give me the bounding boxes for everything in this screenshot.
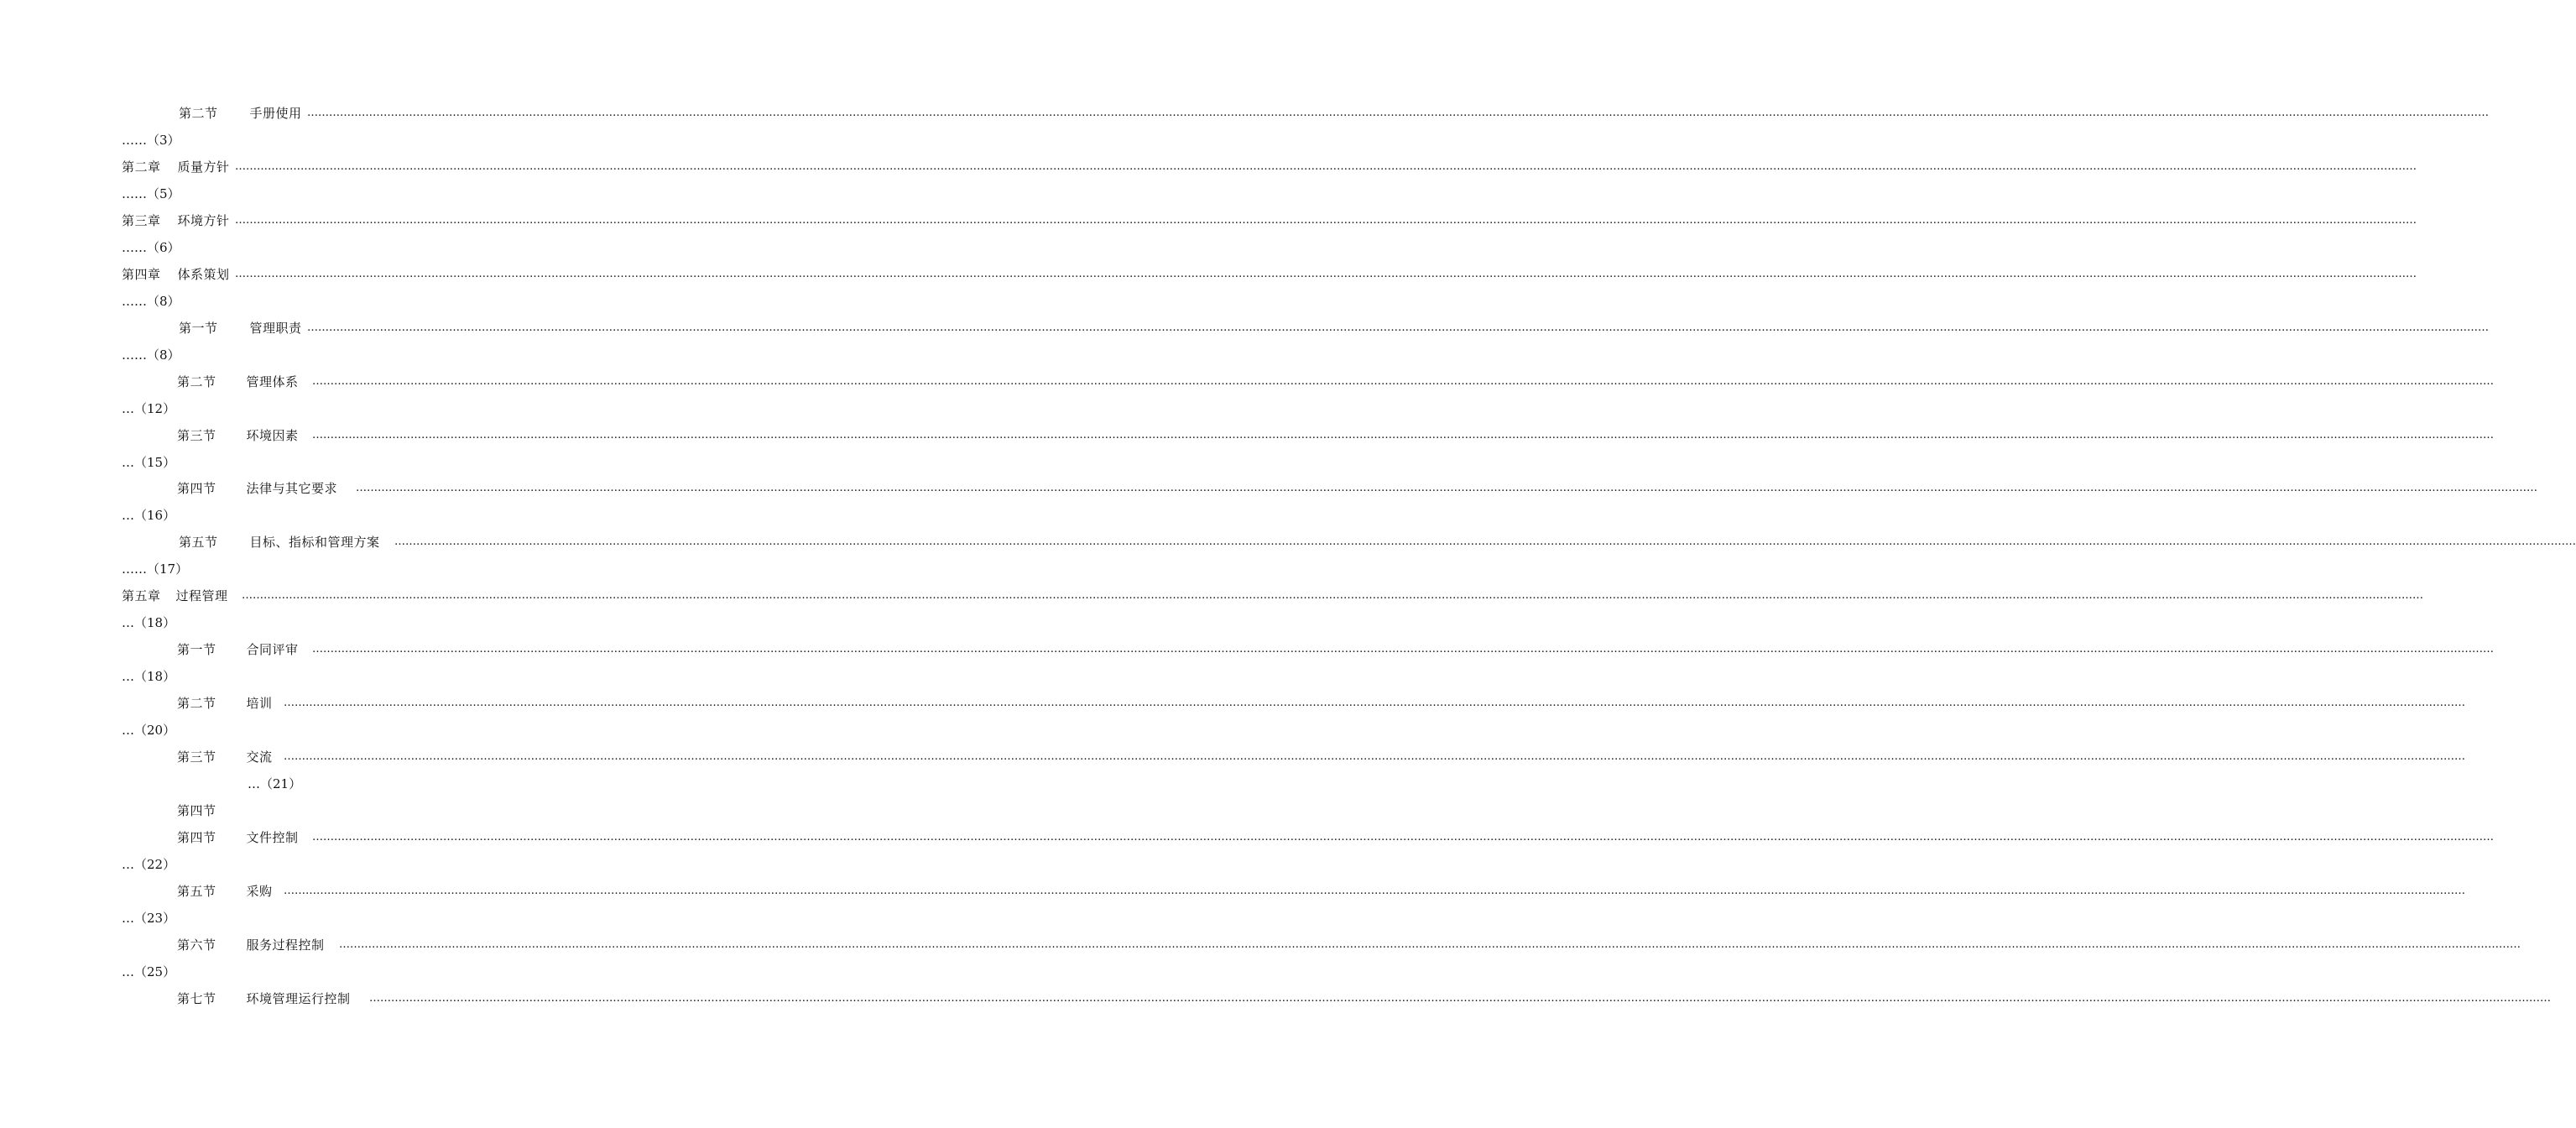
toc-entry — [177, 427, 299, 444]
toc-entry-page: …（25） — [122, 964, 176, 979]
toc-entry-title: 环境因素 — [246, 428, 299, 443]
toc-entry — [122, 212, 230, 229]
toc-entry — [122, 266, 230, 283]
dot-leader: …………………………………………………………………………………………………………………………………………………………………………………………………………………………………………………………………………………………………………………………………………………………………………………………………………………………………………………………………………………………………………………………………………………… — [284, 885, 2465, 897]
toc-entry-title: 体系策划 — [177, 267, 230, 282]
toc-entry — [122, 159, 230, 175]
toc-entry — [122, 588, 228, 604]
toc-entry-title: 环境管理运行控制 — [246, 991, 351, 1006]
dot-leader: …………………………………………………………………………………………………………………………………………………………………………………………………………………………………………………………………………………………………………………………………………………………………………………………………………………………………………………………………………………………………………………………………………………… — [235, 214, 2417, 227]
toc-entry-label: 第一节 — [177, 642, 216, 657]
toc-entry — [179, 534, 380, 551]
dot-leader: …………………………………………………………………………………………………………………………………………………………………………………………………………………………………………………………………………………………………………………………………………………………………………………………………………………………………………………………………………………………………………………………………………………… — [394, 535, 2576, 548]
toc-entry-label: 第二节 — [177, 374, 216, 389]
toc-entry-label: 第三节 — [177, 749, 216, 765]
toc-entry-page: ……（17） — [122, 561, 189, 577]
toc-entry-page: ……（5） — [122, 186, 180, 201]
toc-entry-page: …（12） — [122, 401, 176, 416]
toc-entry-title: 采购 — [246, 884, 273, 899]
dot-leader: …………………………………………………………………………………………………………………………………………………………………………………………………………………………………………………………………………………………………………………………………………………………………………………………………………………………………………………………………………………………………………………………………………………… — [312, 831, 2494, 843]
toc-entry-title: 文件控制 — [246, 830, 299, 845]
toc-entry-label: 第二章 — [122, 159, 161, 175]
dot-leader: …………………………………………………………………………………………………………………………………………………………………………………………………………………………………………………………………………………………………………………………………………………………………………………………………………………………………………………………………………………………………………………………………………………… — [312, 375, 2494, 388]
toc-entry-title: 管理体系 — [246, 374, 299, 389]
toc-entry-title: 目标、指标和管理方案 — [249, 535, 380, 550]
toc-entry-label: 第五章 — [122, 588, 161, 603]
toc-entry-label: 第二节 — [179, 106, 218, 121]
toc-entry-page: ……（8） — [122, 294, 180, 309]
toc-entry-label: 第一节 — [179, 321, 218, 336]
dot-leader: …………………………………………………………………………………………………………………………………………………………………………………………………………………………………………………………………………………………………………………………………………………………………………………………………………………………………………………………………………………………………………………………………………………… — [369, 992, 2551, 1005]
toc-entry — [177, 641, 299, 658]
toc-entry-title: 环境方针 — [177, 213, 230, 228]
toc-entry-page: …（16） — [122, 508, 176, 523]
dot-leader: …………………………………………………………………………………………………………………………………………………………………………………………………………………………………………………………………………………………………………………………………………………………………………………………………………………………………………………………………………………………………………………………………………………… — [312, 643, 2494, 655]
toc-entry-page: …（21） — [248, 776, 302, 791]
toc-entry-title: 手册使用 — [249, 106, 302, 121]
toc-entry-page: …（23） — [122, 911, 176, 926]
toc-entry-title: 法律与其它要求 — [246, 481, 338, 496]
dot-leader: …………………………………………………………………………………………………………………………………………………………………………………………………………………………………………………………………………………………………………………………………………………………………………………………………………………………………………………………………………………………………………………………………………………… — [235, 268, 2417, 280]
toc-entry — [177, 937, 325, 953]
toc-entry-page: ……（6） — [122, 240, 180, 255]
toc-entry-page: …（20） — [122, 723, 176, 738]
toc-entry-title: 交流 — [246, 749, 273, 765]
toc-entry-label: 第七节 — [177, 991, 216, 1006]
toc-entry — [179, 320, 302, 337]
dot-leader: …………………………………………………………………………………………………………………………………………………………………………………………………………………………………………………………………………………………………………………………………………………………………………………………………………………………………………………………………………………………………………………………………………………… — [307, 107, 2489, 119]
toc-entry — [177, 829, 299, 846]
toc-entry-title: 培训 — [246, 696, 273, 711]
dot-leader: …………………………………………………………………………………………………………………………………………………………………………………………………………………………………………………………………………………………………………………………………………………………………………………………………………………………………………………………………………………………………………………………………………………… — [235, 160, 2417, 173]
toc-entry-page: ……（8） — [122, 347, 180, 363]
toc-entry-title: 过程管理 — [175, 588, 228, 603]
dot-leader: …………………………………………………………………………………………………………………………………………………………………………………………………………………………………………………………………………………………………………………………………………………………………………………………………………………………………………………………………………………………………………………………………………………… — [312, 429, 2494, 441]
toc-entry-page: …（15） — [122, 455, 176, 470]
toc-entry-title: 合同评审 — [246, 642, 299, 657]
toc-entry-page: …（18） — [122, 615, 176, 630]
toc-entry-page: …（18） — [122, 669, 176, 684]
dot-leader: …………………………………………………………………………………………………………………………………………………………………………………………………………………………………………………………………………………………………………………………………………………………………………………………………………………………………………………………………………………………………………………………………………………… — [307, 321, 2489, 334]
toc-entry-label: 第三章 — [122, 213, 161, 228]
toc-entry-label: 第四节 — [177, 481, 216, 496]
toc-entry-label: 第五节 — [179, 535, 218, 550]
toc-entry-page: …（22） — [122, 857, 176, 872]
toc-entry-label: 第五节 — [177, 884, 216, 899]
toc-entry — [179, 105, 302, 122]
dot-leader: …………………………………………………………………………………………………………………………………………………………………………………………………………………………………………………………………………………………………………………………………………………………………………………………………………………………………………………………………………………………………………………………………………………… — [356, 482, 2537, 494]
dot-leader: …………………………………………………………………………………………………………………………………………………………………………………………………………………………………………………………………………………………………………………………………………………………………………………………………………………………………………………………………………………………………………………………………………………… — [284, 750, 2465, 763]
toc-entry-label: 第四节 — [177, 830, 216, 845]
toc-entry-label: 第三节 — [177, 428, 216, 443]
toc-entry — [177, 695, 273, 712]
toc-entry-page: ……（3） — [122, 133, 180, 148]
dot-leader: …………………………………………………………………………………………………………………………………………………………………………………………………………………………………………………………………………………………………………………………………………………………………………………………………………………………………………………………………………………………………………………………………………………… — [242, 589, 2423, 602]
toc-entry — [177, 802, 216, 819]
toc-entry — [177, 749, 273, 765]
toc-entry-label: 第六节 — [177, 937, 216, 953]
toc-entry-label: 第四节 — [177, 803, 216, 818]
toc-entry-title: 服务过程控制 — [246, 937, 325, 953]
toc-entry — [177, 990, 351, 1007]
toc-entry — [177, 480, 337, 497]
toc-entry — [177, 883, 273, 900]
toc-entry-title: 质量方针 — [177, 159, 230, 175]
toc-entry-label: 第二节 — [177, 696, 216, 711]
dot-leader: …………………………………………………………………………………………………………………………………………………………………………………………………………………………………………………………………………………………………………………………………………………………………………………………………………………………………………………………………………………………………………………………………………………… — [284, 697, 2465, 709]
toc-entry — [177, 373, 299, 390]
toc-entry-label: 第四章 — [122, 267, 161, 282]
toc-entry-title: 管理职责 — [249, 321, 302, 336]
dot-leader: …………………………………………………………………………………………………………………………………………………………………………………………………………………………………………………………………………………………………………………………………………………………………………………………………………………………………………………………………………………………………………………………………………………… — [339, 938, 2521, 951]
